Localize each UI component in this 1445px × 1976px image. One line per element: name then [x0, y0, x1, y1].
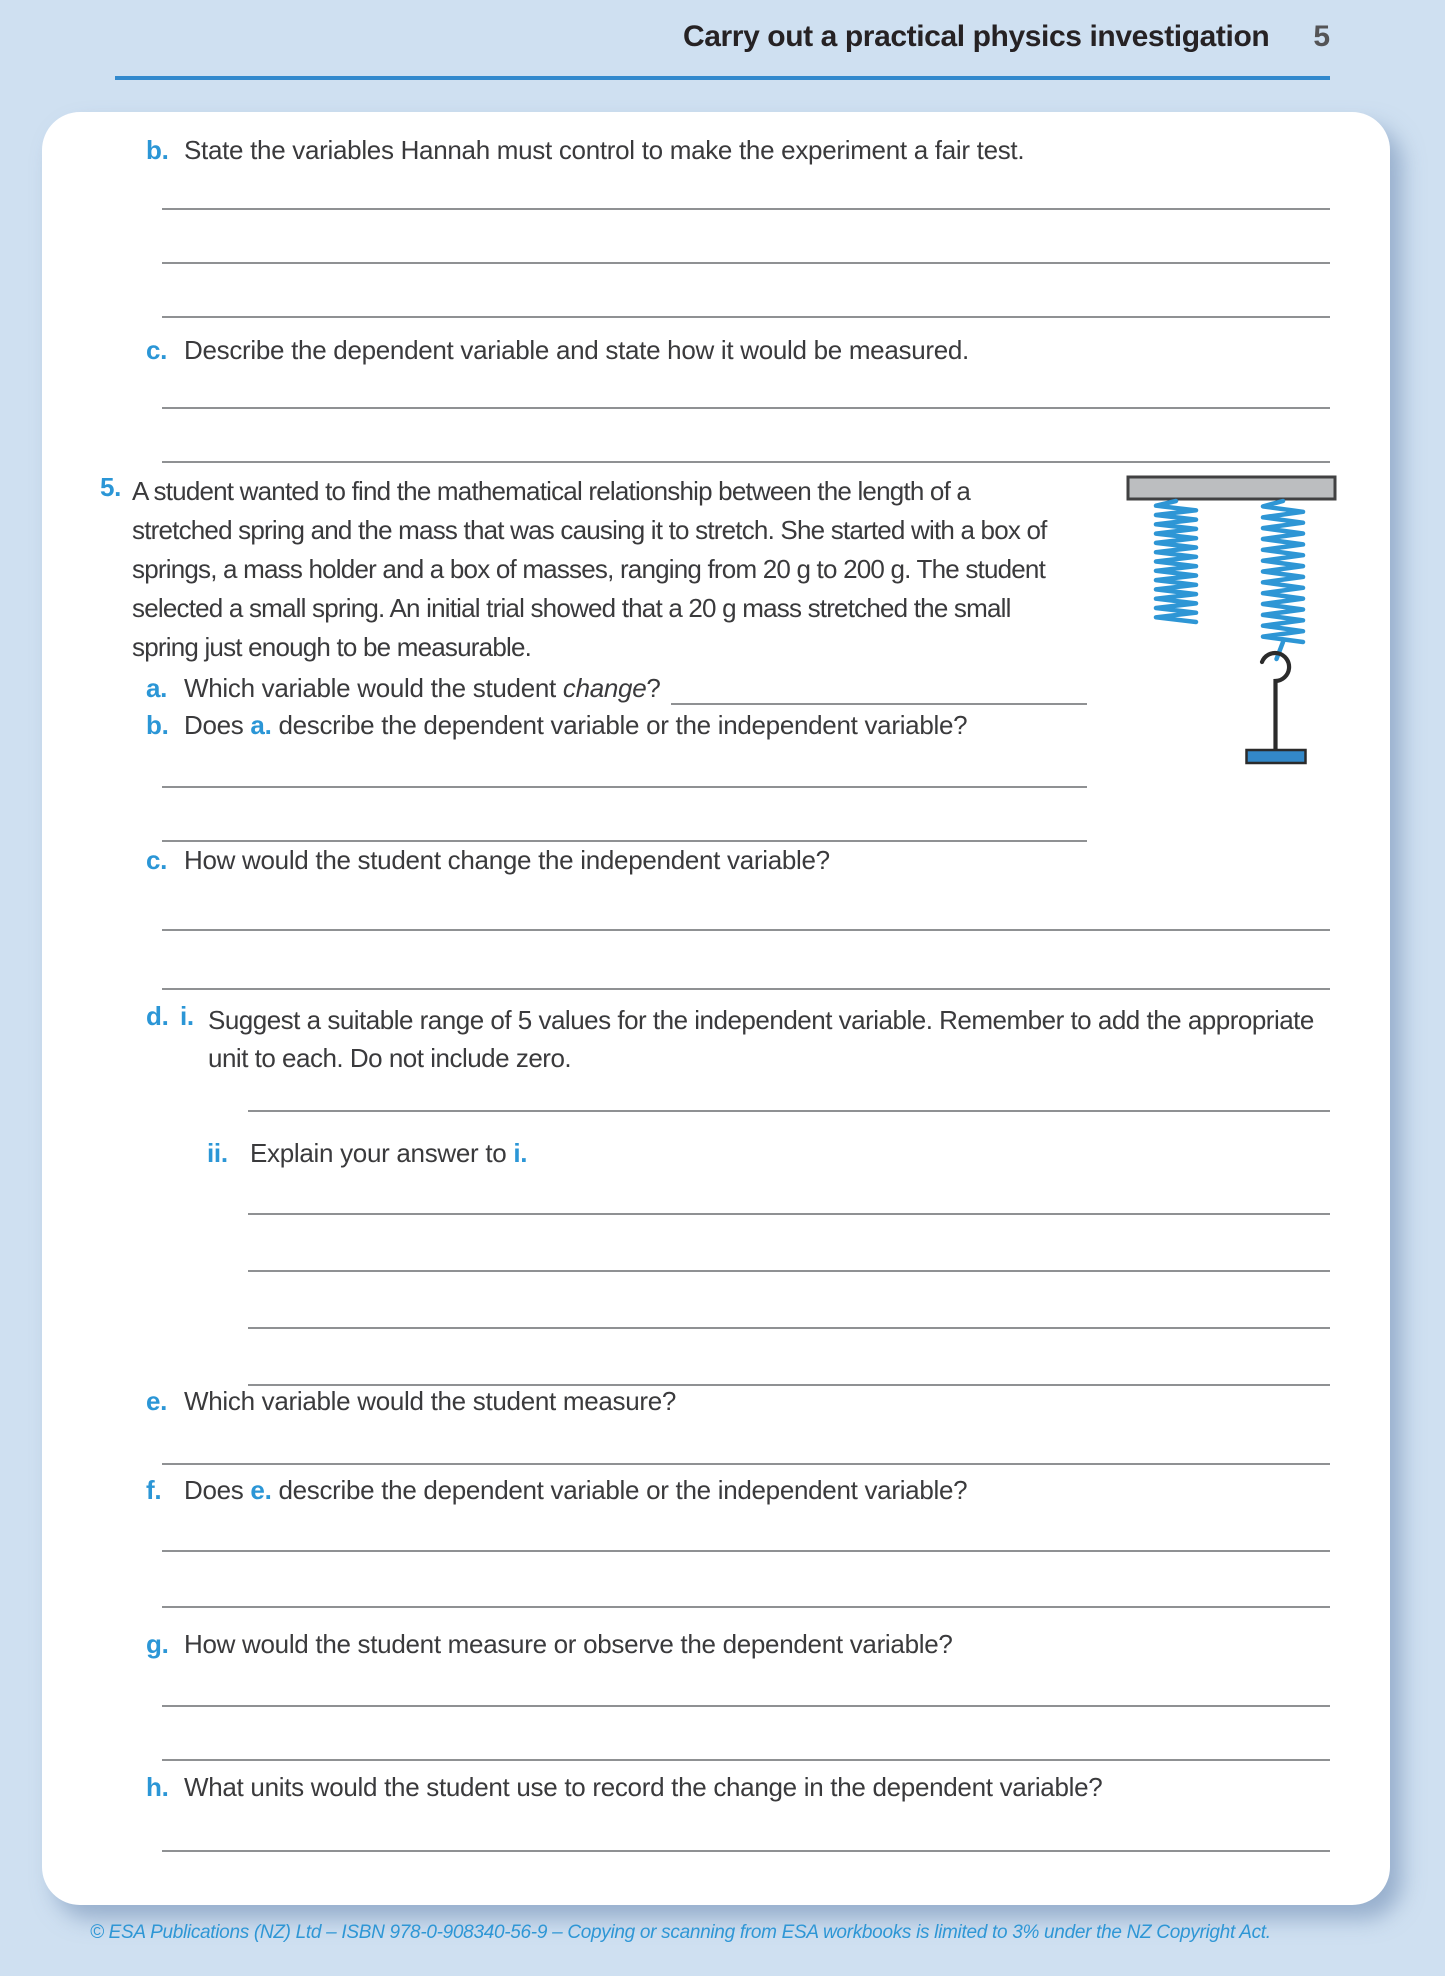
answer-line	[248, 1329, 1330, 1386]
question-5c-text: How would the student change the independent variable?	[184, 845, 830, 875]
question-5f-post: describe the dependent variable or the independent variable?	[271, 1475, 968, 1505]
text-line: unit to each. Do not include zero.	[208, 1043, 572, 1073]
question-5b-ref: a.	[250, 710, 272, 740]
question-5f-pre: Does	[184, 1475, 251, 1505]
question-c-text: Describe the dependent variable and state how it would be measured.	[184, 335, 969, 365]
question-b-label: b.	[146, 135, 169, 165]
page-number: 5	[1313, 20, 1330, 53]
question-5f-ref: e.	[250, 1475, 272, 1505]
mass-holder	[1247, 750, 1306, 763]
question-5a-pre: Which variable would the student	[184, 673, 563, 703]
answer-line	[248, 1215, 1330, 1272]
answer-line	[162, 1798, 1330, 1852]
small-spring	[1156, 501, 1196, 622]
question-5h-text: What units would the student use to record the change in the dependent variable?	[184, 1772, 1103, 1802]
question-5-intro	[132, 472, 1047, 667]
support-bar	[1128, 477, 1335, 499]
question-5e-text: Which variable would the student measure?	[184, 1386, 677, 1416]
stretched-spring	[1263, 501, 1303, 642]
question-5c-label: c.	[146, 845, 168, 875]
answer-line	[162, 872, 1330, 931]
answer-line	[671, 673, 1087, 705]
answer-line	[162, 1496, 1330, 1552]
text-line: Suggest a suitable range of 5 values for the independent variable. Remember to add the appropriate	[208, 1005, 1314, 1035]
page-header	[115, 20, 1330, 54]
answer-line	[162, 788, 1087, 842]
answer-line	[162, 210, 1330, 264]
answer-line	[248, 1058, 1330, 1112]
question-5	[100, 472, 1047, 667]
question-5b-label: b.	[146, 710, 169, 740]
question-5-number: 5.	[100, 472, 122, 502]
answer-line	[162, 355, 1330, 409]
answer-line	[162, 156, 1330, 210]
answer-line	[162, 1653, 1330, 1707]
answer-lines-5di	[248, 1058, 1330, 1112]
answer-line	[248, 1272, 1330, 1329]
answer-line	[162, 1707, 1330, 1761]
text-line: A student wanted to find the mathematical relationship between the length of a	[132, 476, 971, 506]
question-5dii-label: ii.	[207, 1138, 228, 1168]
question-5di-label: i.	[180, 1001, 194, 1031]
header-underline	[115, 76, 1330, 80]
answer-lines-5f	[162, 1496, 1330, 1608]
answer-lines-5h	[162, 1798, 1330, 1852]
answer-line	[162, 264, 1330, 318]
question-5a-text	[184, 673, 661, 704]
answer-line	[162, 409, 1330, 463]
question-5a-label: a.	[146, 673, 168, 703]
spring-experiment-diagram	[1124, 472, 1340, 772]
question-5dii-pre: Explain your answer to	[250, 1138, 514, 1168]
text-line: spring just enough to be measurable.	[132, 632, 532, 662]
answer-lines-5b	[162, 734, 1087, 842]
question-5a-post: ?	[646, 673, 661, 703]
answer-lines-5c	[162, 872, 1330, 990]
question-5f-label: f.	[146, 1475, 162, 1505]
question-5a	[146, 673, 1087, 705]
question-5b-pre: Does	[184, 710, 251, 740]
question-5dii-ref: i.	[513, 1138, 528, 1168]
copyright-footer: © ESA Publications (NZ) Ltd – ISBN 978-0-908340-56-9 – Copying or scanning from ESA workbooks is limited to 3% under the NZ Copyright Act.	[90, 1922, 1271, 1943]
answer-line	[162, 931, 1330, 990]
page-title: Carry out a practical physics investigation	[682, 20, 1270, 53]
answer-lines-b	[162, 156, 1330, 318]
question-5a-italic: change	[562, 673, 647, 703]
question-5e-label: e.	[146, 1386, 168, 1416]
question-5d-label: d.	[146, 1001, 169, 1031]
question-5g-label: g.	[146, 1629, 169, 1659]
text-line: springs, a mass holder and a box of masses, ranging from 20 g to 200 g. The student	[132, 554, 1046, 584]
question-b-text: State the variables Hannah must control to make the experiment a fair test.	[184, 135, 1025, 165]
hook-and-rod	[1262, 653, 1289, 752]
answer-lines-5e	[162, 1411, 1330, 1465]
answer-lines-c	[162, 355, 1330, 463]
answer-line	[162, 1411, 1330, 1465]
question-5g-text: How would the student measure or observe the dependent variable?	[184, 1629, 953, 1659]
answer-lines-5g	[162, 1653, 1330, 1761]
question-5b-post: describe the dependent variable or the independent variable?	[271, 710, 968, 740]
text-line: stretched spring and the mass that was causing it to stretch. She started with a box of	[132, 515, 1047, 545]
answer-line	[162, 1552, 1330, 1608]
text-line: selected a small spring. An initial trial showed that a 20 g mass stretched the small	[132, 593, 1011, 623]
answer-line	[162, 734, 1087, 788]
content-card	[42, 112, 1390, 1905]
answer-lines-5dii	[248, 1158, 1330, 1386]
question-c-label: c.	[146, 335, 168, 365]
question-5h-label: h.	[146, 1772, 169, 1802]
answer-line	[248, 1158, 1330, 1215]
